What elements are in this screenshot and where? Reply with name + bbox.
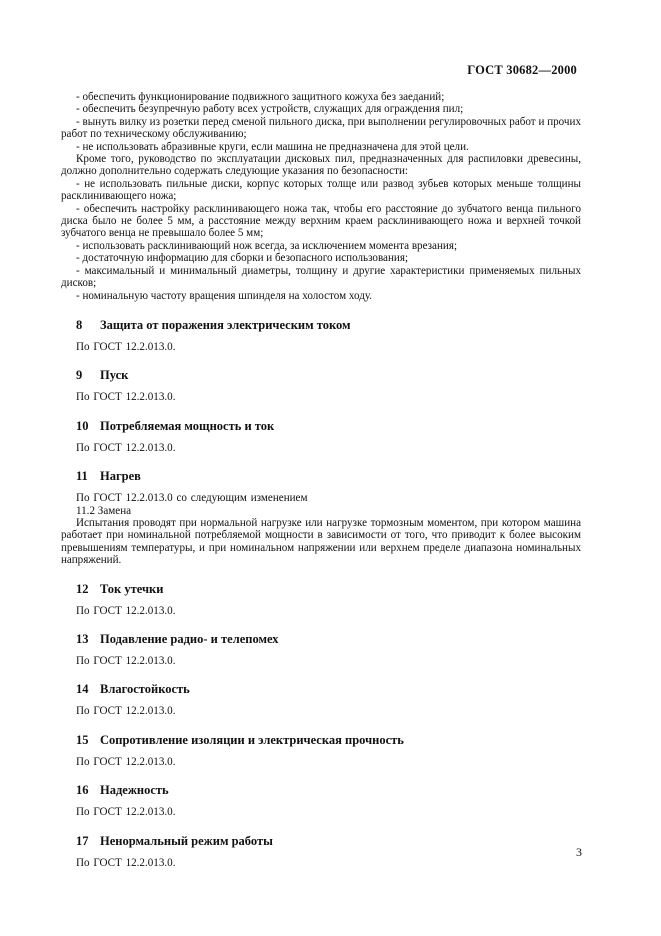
section-number: 9: [76, 368, 83, 383]
intro-list: [61, 91, 581, 302]
intro-item: - вынуть вилку из розетки перед сменой пильного диска, при выполнении регулировочных работ и прочих работ по техническому обслуживанию;: [61, 115, 581, 141]
section-heading: [61, 632, 581, 647]
section-heading: [61, 368, 581, 383]
section-body: [61, 655, 581, 667]
section-12: [61, 582, 581, 617]
section-10: [61, 419, 581, 454]
section-paragraph: По ГОСТ 12.2.013.0.: [76, 806, 176, 819]
sections: [61, 318, 581, 869]
section-title: Подавление радио- и телепомех: [100, 631, 279, 646]
section-title: Потребляемая мощность и ток: [100, 418, 275, 433]
section-paragraph: По ГОСТ 12.2.013.0.: [76, 604, 176, 617]
section-heading: [61, 582, 581, 597]
section-body: [61, 341, 581, 353]
section-heading: [61, 783, 581, 798]
section-paragraph: По ГОСТ 12.2.013.0.: [76, 755, 176, 768]
section-number: 13: [76, 631, 89, 646]
intro-item: - достаточную информацию для сборки и безопасного использования;: [76, 252, 409, 265]
section-paragraph: По ГОСТ 12.2.013.0.: [76, 856, 176, 869]
section-number: 11: [76, 469, 88, 484]
section-heading: [61, 469, 581, 484]
section-title: Ток утечки: [100, 581, 164, 596]
section-paragraph: Испытания проводят при нормальной нагрузке или нагрузке тормозным моментом, при котором машина работает при номинальной потребляемой мощности в зависимости от того, что приводит к более высоким превышениям температуры, и при номинальном напряжении или верхнем пределе диапазона номинальных напряжений.: [61, 516, 581, 567]
section-heading: [61, 733, 581, 748]
section-9: [61, 368, 581, 403]
section-title: Пуск: [100, 368, 129, 383]
section-title: Защита от поражения электрическим током: [100, 317, 351, 332]
section-paragraph: По ГОСТ 12.2.013.0.: [76, 441, 176, 454]
section-8: [61, 318, 581, 353]
section-number: 10: [76, 418, 89, 433]
section-body: [61, 391, 581, 403]
section-13: [61, 632, 581, 667]
section-paragraph: По ГОСТ 12.2.013.0.: [76, 391, 176, 404]
section-heading: [61, 682, 581, 697]
intro-item: - обеспечить безупречную работу всех устройств, служащих для ограждения пил;: [76, 103, 464, 116]
section-number: 17: [76, 833, 89, 848]
section-title: Влагостойкость: [100, 682, 190, 697]
section-body: [61, 605, 581, 617]
intro-item: - обеспечить настройку расклинивающего ножа так, чтобы его расстояние до зубчатого венца пильного диска было не более 5 мм, а расстояние между верхним краем расклинивающего ножа и верхней точкой зубчатого венца не превышало более 5 мм;: [61, 202, 581, 240]
section-body: [61, 806, 581, 818]
section-16: [61, 783, 581, 818]
intro-item: - не использовать абразивные круги, если машина не предназначена для этой цели.: [76, 140, 469, 153]
section-title: Надежность: [100, 783, 169, 798]
section-number: 15: [76, 732, 89, 747]
subsection-label: 11.2 Замена: [76, 504, 132, 517]
section-body: [61, 492, 581, 566]
section-body: [61, 857, 581, 869]
intro-item: - использовать расклинивающий нож всегда, за исключением момента врезания;: [76, 239, 458, 252]
section-title: Ненормальный режим работы: [100, 833, 273, 848]
section-title: Сопротивление изоляции и электрическая прочность: [100, 732, 404, 747]
section-title: Нагрев: [100, 469, 141, 484]
section-body: [61, 442, 581, 454]
section-heading: [61, 834, 581, 849]
page-number: 3: [576, 845, 582, 859]
section-body: [61, 756, 581, 768]
section-body: [61, 705, 581, 717]
section-paragraph: По ГОСТ 12.2.013.0.: [76, 705, 176, 718]
intro-paragraph: Кроме того, руководство по эксплуатации дисковых пил, предназначенных для распиловки древесины, должно дополнительно содержать следующие указания по безопасности:: [61, 153, 581, 178]
intro-item: - обеспечить функционирование подвижного защитного кожуха без заеданий;: [76, 91, 445, 103]
document-header: ГОСТ 30682—2000: [467, 63, 577, 77]
intro-item: - номинальную частоту вращения шпинделя на холостом ходу.: [76, 289, 373, 302]
section-number: 12: [76, 581, 89, 596]
section-heading: [61, 419, 581, 434]
intro-item: - не использовать пильные диски, корпус которых толще или развод зубьев которых меньше толщины расклинивающего ножа;: [61, 177, 581, 203]
section-17: [61, 834, 581, 869]
intro-item: - максимальный и минимальный диаметры, толщину и другие характеристики применяемых пильных дисков;: [61, 264, 581, 290]
section-number: 8: [76, 317, 83, 332]
section-paragraph: По ГОСТ 12.2.013.0.: [76, 654, 176, 667]
section-11: [61, 469, 581, 566]
document-body: [61, 91, 581, 869]
section-heading: [61, 318, 581, 333]
section-14: [61, 682, 581, 717]
section-number: 16: [76, 783, 89, 798]
section-number: 14: [76, 682, 89, 697]
section-paragraph: По ГОСТ 12.2.013.0.: [76, 340, 176, 353]
section-paragraph: По ГОСТ 12.2.013.0 со следующим изменением: [76, 492, 308, 505]
section-15: [61, 733, 581, 768]
